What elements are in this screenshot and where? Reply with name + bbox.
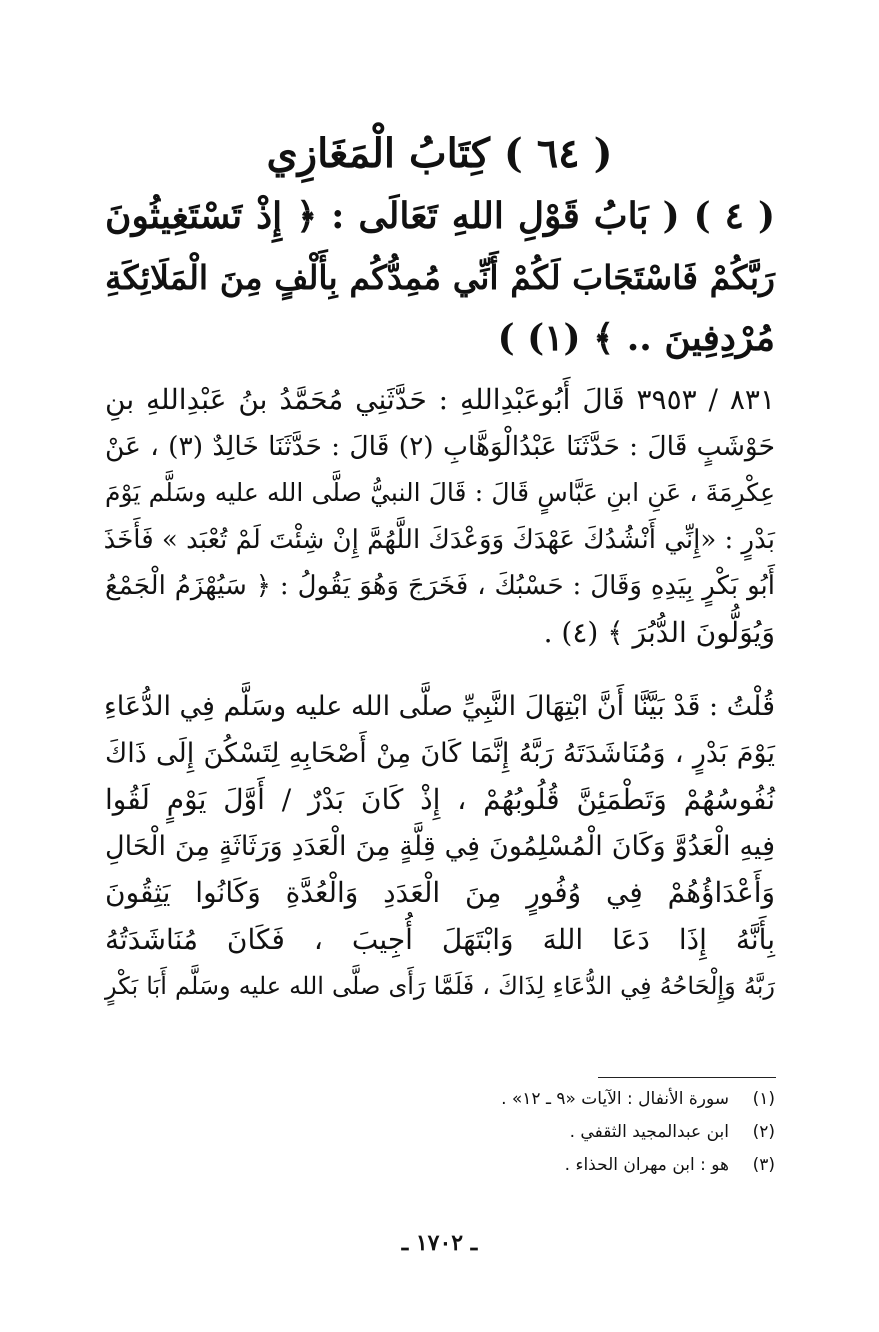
footnote-number: (١) [752, 1089, 775, 1109]
hadith-line: أَبُو بَكْرٍ بِيَدِهِ وَقَالَ : حَسْبُكَ ، فَخَرَجَ وَهُوَ يَقُولُ : ﴿ سَيُهْزَمُ الْجَمْعُ [105, 571, 775, 601]
commentary-line: يَوْمَ بَدْرٍ ، وَمُنَاشَدَتَهُ رَبَّهُ إِنَّمَا كَانَ مِنْ أَصْحَابِهِ لِتَسْكُنَ إِلَى ذَاكَ [105, 737, 775, 769]
commentary-line: قُلْتُ : قَدْ بَيَّنَّا أَنَّ ابْتِهَالَ النَّبِيِّ صلَّى الله عليه وسَلَّم فِي الدُّعَاءِ [104, 691, 775, 722]
footnote-divider [598, 1077, 776, 1078]
hadith-line: عِكْرِمَةَ ، عَنِ ابنِ عَبَّاسٍ قَالَ : قَالَ النبيُّ صلَّى الله عليه وسَلَّم يَوْمَ [105, 478, 775, 507]
commentary-text [105, 684, 775, 1010]
chapter-heading-line: مُرْدِفِينَ .. ﴾ (١) ) [497, 317, 775, 359]
book-title: ( ٦٤ ) كِتَابُ الْمَغَازِي [266, 130, 613, 177]
footnote-number: (٣) [752, 1155, 775, 1175]
hadith-text [105, 377, 775, 656]
page-number: ـ ١٧٠٢ ـ [401, 1230, 478, 1256]
footnote [300, 1116, 775, 1149]
chapter-heading [105, 186, 775, 369]
commentary-line: وَأَعْدَاؤُهُمْ فِي وُفُورٍ مِنَ الْعَدَدِ وَالْعُدَّةِ وَكَانُوا يَثِقُونَ [105, 876, 775, 909]
chapter-heading-line: ( ٤ ) ( بَابُ قَوْلِ اللهِ تَعَالَى : ﴿ إِذْ تَسْتَغِيثُونَ [105, 195, 775, 237]
footnote [300, 1149, 775, 1182]
hadith-line: بَدْرٍ : «إِنِّي أَنْشُدُكَ عَهْدَكَ وَوَعْدَكَ اللَّهُمَّ إِنْ شِئْتَ لَمْ تُعْبَد » فَأَخَذَ [103, 524, 775, 555]
footnote-text: ابن عبدالمجيد الثقفي . [569, 1122, 729, 1142]
hadith-line: حَوْشَبٍ قَالَ : حَدَّثَنَا عَبْدُالْوَهَّابِ (٢) قَالَ : حَدَّثَنَا خَالِدٌ (٣) ، عَنْ [105, 430, 775, 462]
commentary-line: فِيهِ الْعَدُوَّ وَكَانَ الْمُسْلِمُونَ فِي قِلَّةٍ مِنَ الْعَدَدِ وَرَثَاثَةٍ مِنَ الْحَالِ [105, 830, 775, 862]
footnote [300, 1083, 775, 1116]
hadith-line: ٨٣١ / ٣٩٥٣ قَالَ أَبُوعَبْدِاللهِ : حَدَّثَنِي مُحَمَّدُ بنُ عَبْدِاللهِ بنِ [105, 383, 775, 416]
commentary-line: نُفُوسُهُمْ وَتَطْمَئِنَّ قُلُوبُهُمْ ، إِذْ كَانَ بَدْرٌ / أَوَّلَ يَوْمٍ لَقُوا [105, 783, 775, 816]
footnotes [300, 1083, 775, 1182]
footnote-number: (٢) [752, 1122, 775, 1142]
chapter-heading-line: رَبَّكُمْ فَاسْتَجَابَ لَكُمْ أَنِّي مُمِدُّكُم بِأَلْفٍ مِنَ الْمَلَائِكَةِ [105, 258, 775, 297]
footnote-text: سورة الأنفال : الآيات «٩ ـ ١٢» . [501, 1089, 729, 1109]
commentary-line: رَبَّهُ وَإِلْحَاحُهُ فِي الدُّعَاءِ لِذَاكَ ، فَلَمَّا رَأَى صلَّى الله عليه وسَلَّم أَبَا بَكْرٍ [105, 972, 775, 1000]
footnote-text: هو : ابن مهران الحذاء . [564, 1155, 729, 1175]
commentary-line: بِأَنَّهُ إِذَا دَعَا اللهَ وَابْتَهَلَ أُجِيبَ ، فَكَانَ مُنَاشَدَتُهُ [105, 922, 775, 956]
hadith-line: وَيُوَلُّونَ الدُّبُرَ ﴾ (٤) . [543, 615, 775, 649]
